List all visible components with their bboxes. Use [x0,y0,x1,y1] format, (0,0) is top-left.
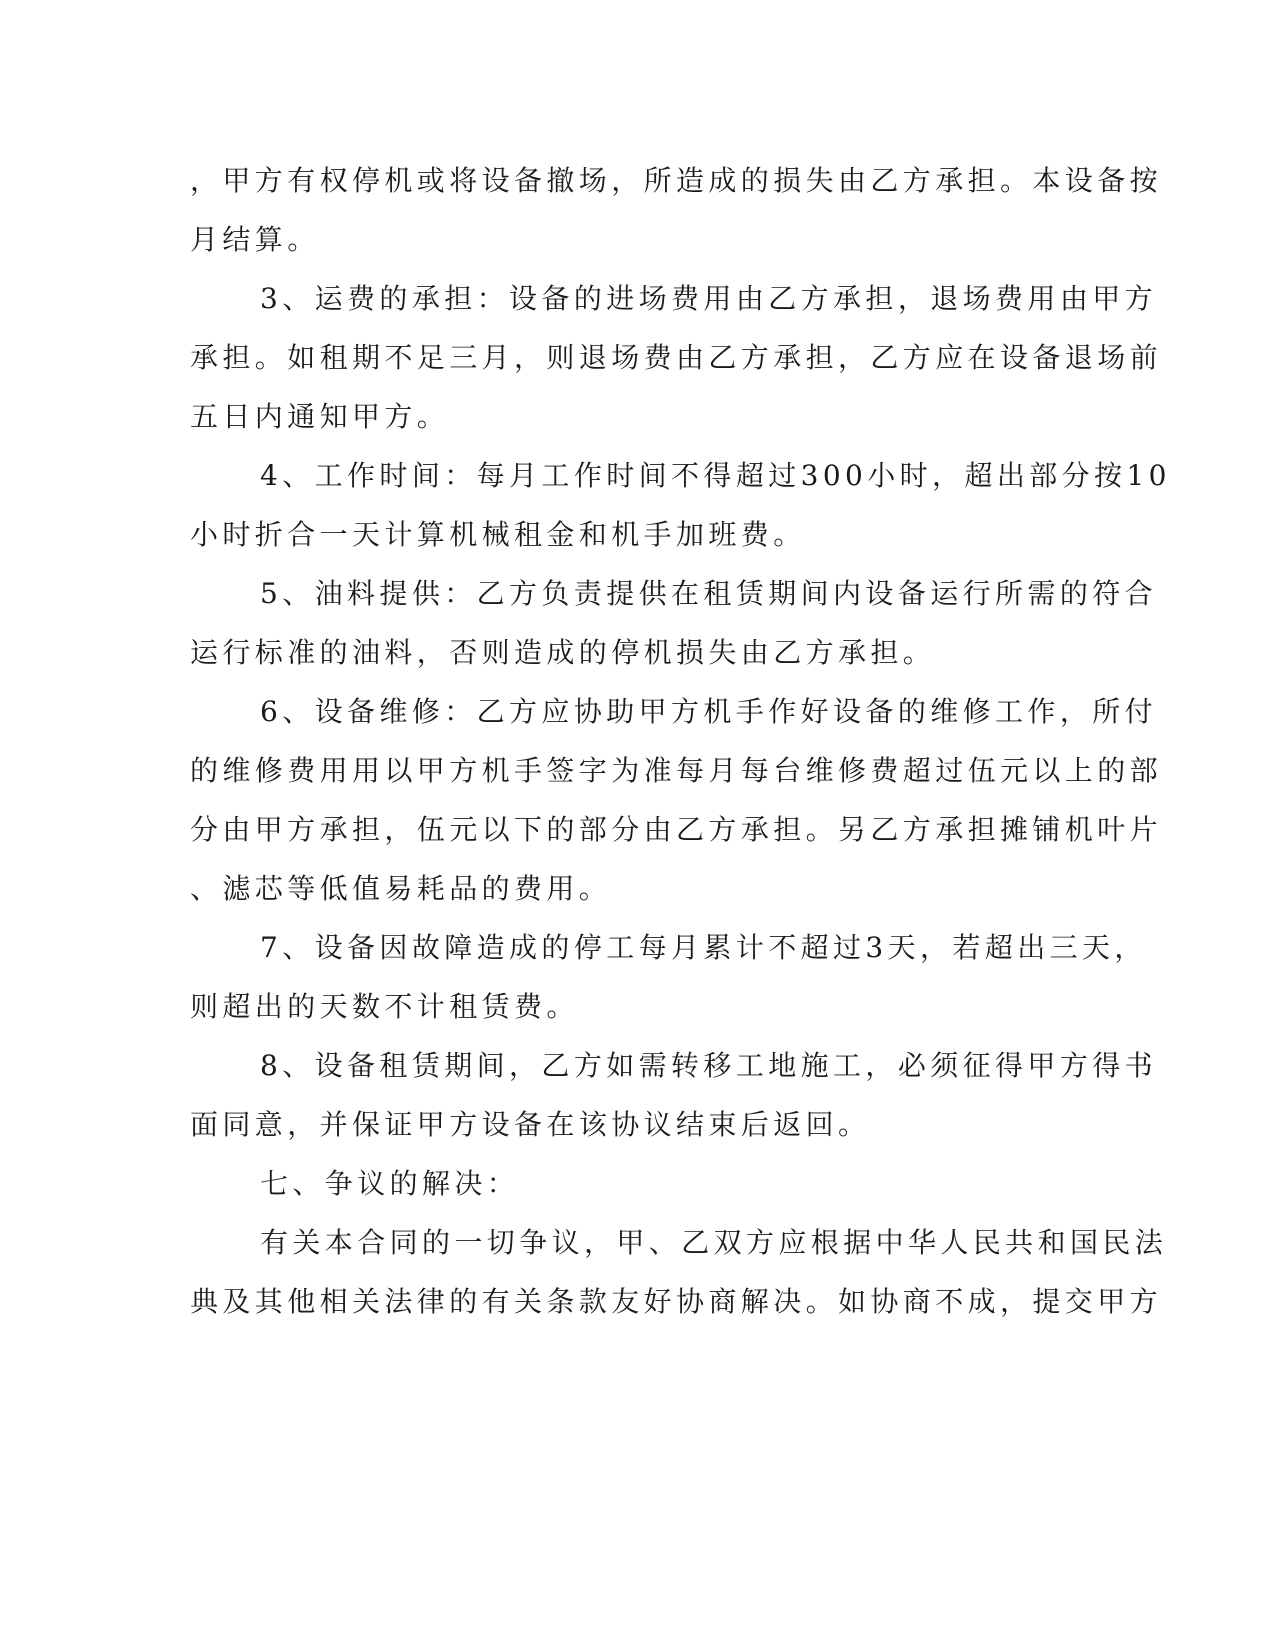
text-line: 6、设备维修：乙方应协助甲方机手作好设备的维修工作，所付 [260,695,1158,728]
text-line: ，甲方有权停机或将设备撤场，所造成的损失由乙方承担。本设备按 [190,164,1163,197]
text-line: 月结算。 [190,223,320,256]
text-line: 分由甲方承担，伍元以下的部分由乙方承担。另乙方承担摊铺机叶片 [190,813,1163,846]
text-line: 、滤芯等低值易耗品的费用。 [190,872,612,905]
text-line: 3、运费的承担：设备的进场费用由乙方承担，退场费用由甲方 [260,282,1158,315]
text-line: 运行标准的油料，否则造成的停机损失由乙方承担。 [190,636,936,669]
text-line: 则超出的天数不计租赁费。 [190,990,579,1023]
text-line: 承担。如租期不足三月，则退场费由乙方承担，乙方应在设备退场前 [190,341,1163,374]
text-line: 8、设备租赁期间，乙方如需转移工地施工，必须征得甲方得书 [260,1049,1158,1082]
text-line: 的维修费用用以甲方机手签字为准每月每台维修费超过伍元以上的部 [190,754,1163,787]
section-heading: 七、争议的解决： [260,1167,520,1200]
text-line: 5、油料提供：乙方负责提供在租赁期间内设备运行所需的符合 [260,577,1158,610]
text-line: 五日内通知甲方。 [190,400,450,433]
text-line: 典及其他相关法律的有关条款友好协商解决。如协商不成，提交甲方 [190,1285,1163,1318]
text-line: 有关本合同的一切争议，甲、乙双方应根据中华人民共和国民法 [260,1226,1168,1259]
text-line: 小时折合一天计算机械租金和机手加班费。 [190,518,806,551]
text-line: 面同意，并保证甲方设备在该协议结束后返回。 [190,1108,871,1141]
text-line: 4、工作时间：每月工作时间不得超过300小时，超出部分按10 [260,459,1171,492]
text-line: 7、设备因故障造成的停工每月累计不超过3天，若超出三天， [260,931,1147,964]
